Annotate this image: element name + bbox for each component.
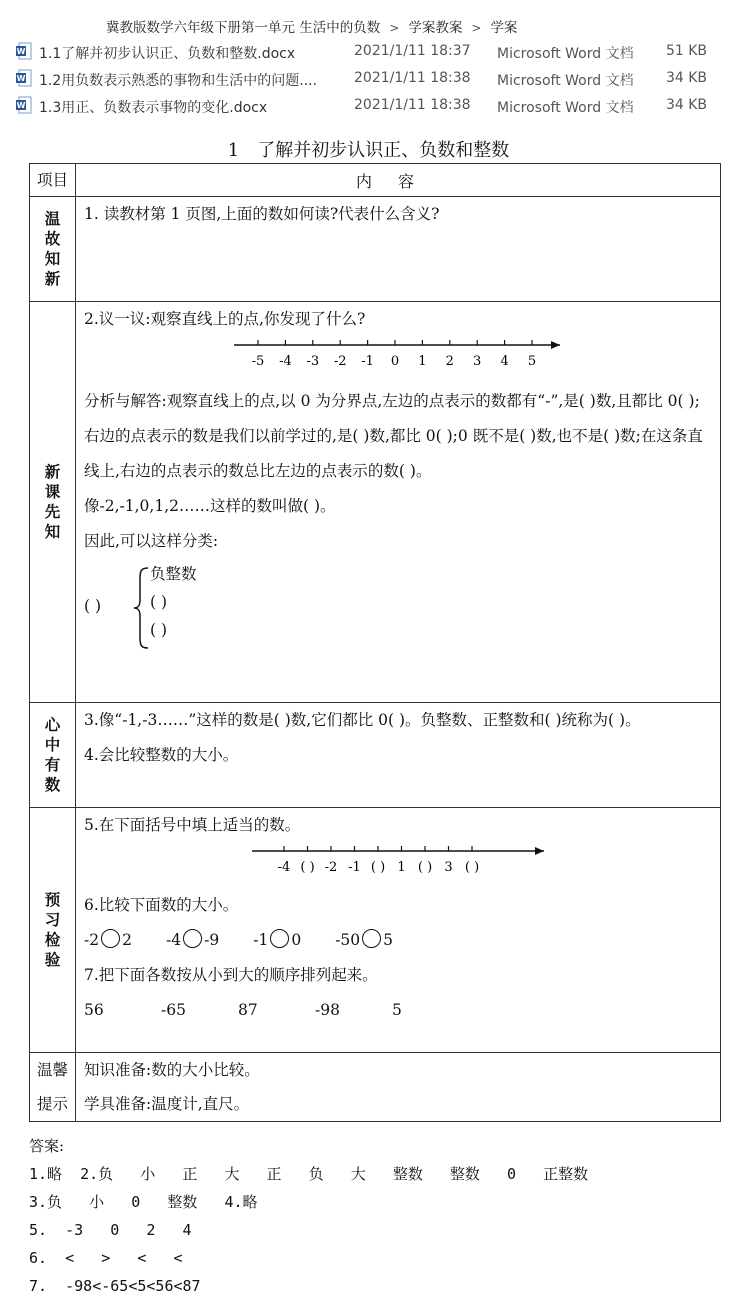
question-2: 2.议一议:观察直线上的点,你发现了什么?	[84, 310, 366, 328]
tip-knowledge: 知识准备:数的大小比较。	[84, 1061, 260, 1079]
word-doc-icon	[16, 96, 32, 114]
classify-root: ( )	[84, 597, 102, 615]
section-tips	[30, 1053, 721, 1122]
integer-definition: 像-2,-1,0,1,2……这样的数叫做( )。	[84, 497, 336, 515]
axis2-label: -2	[324, 860, 338, 875]
document-title	[0, 136, 737, 162]
file-type: Microsoft Word 文档	[497, 100, 634, 116]
file-size: 51 KB	[665, 43, 707, 59]
breadcrumb-item-study-plan[interactable]: 学案	[490, 20, 518, 36]
section-preview	[30, 808, 721, 1053]
chevron-right-icon: >	[471, 21, 482, 35]
svg-text:W: W	[16, 74, 26, 83]
axis-label: 3	[473, 354, 482, 369]
table-header-row	[30, 164, 721, 197]
word-doc-icon	[16, 42, 32, 60]
compare-item: -1 0	[253, 931, 302, 949]
question-5: 5.在下面括号中填上适当的数。	[84, 816, 301, 834]
section-new	[30, 302, 721, 703]
answer-line: 5. -3 0 2 4	[29, 1221, 192, 1239]
axis-label: 4	[500, 354, 509, 369]
tip-tools: 学具准备:温度计,直尺。	[84, 1095, 250, 1113]
axis-label: -5	[251, 354, 265, 369]
classify-intro: 因此,可以这样分类:	[84, 532, 219, 550]
axis-label: -4	[279, 354, 292, 369]
section-mind	[30, 703, 721, 808]
breadcrumb-item-lesson-plans[interactable]: 学案教案	[408, 20, 463, 36]
section-label: 温故知新	[30, 197, 76, 302]
section-label: 温馨提示	[30, 1053, 76, 1122]
section-content	[76, 302, 721, 703]
section-label: 新课先知	[30, 302, 76, 703]
axis2-label: -1	[348, 860, 361, 875]
file-name: 1.3用正、负数表示事物的变化.docx	[39, 100, 268, 116]
file-type: Microsoft Word 文档	[497, 46, 634, 62]
axis2-label: 3	[444, 860, 453, 875]
file-name: 1.1了解并初步认识正、负数和整数.docx	[39, 46, 296, 62]
classify-item: 负整数	[150, 565, 197, 583]
question-3: 3.像“-1,-3……”这样的数是( )数,它们都比 0( )。负整数、正整数和( )统称为( )。	[84, 711, 641, 729]
axis-label: 0	[390, 354, 400, 369]
axis2-label: 1	[397, 860, 406, 875]
file-row[interactable]	[0, 94, 737, 118]
axis2-label: ( )	[300, 860, 315, 875]
file-row[interactable]	[0, 40, 737, 64]
number-item: 5	[392, 1001, 402, 1019]
axis-label: 2	[445, 354, 454, 369]
axis-label: 5	[527, 354, 537, 369]
svg-text:W: W	[16, 101, 26, 110]
header-item: 项目	[30, 164, 76, 197]
answer-line: 3.负 小 0 整数 4.略	[29, 1193, 258, 1211]
section-content	[76, 197, 721, 302]
svg-text:W: W	[16, 47, 26, 56]
section-review	[30, 197, 721, 302]
classification-brace	[84, 563, 710, 653]
word-doc-icon	[16, 69, 32, 87]
answer-line: 6. < > < <	[29, 1249, 183, 1267]
file-size: 34 KB	[665, 70, 707, 86]
title-text: 了解并初步认识正、负数和整数	[257, 140, 510, 161]
question-1: 1. 读教材第 1 页图,上面的数如何读?代表什么含义?	[84, 205, 440, 223]
number-line	[84, 337, 644, 371]
chevron-right-icon: >	[389, 21, 400, 35]
compare-circle[interactable]	[101, 929, 120, 948]
breadcrumb	[106, 16, 517, 36]
axis-label: -3	[306, 354, 320, 369]
compare-item: -4 -9	[165, 931, 220, 949]
number-list	[84, 993, 710, 1028]
number-item: -65	[161, 1001, 186, 1019]
axis-label: -2	[333, 354, 347, 369]
compare-circle[interactable]	[270, 929, 289, 948]
number-line-fill	[84, 843, 644, 875]
file-row[interactable]	[0, 67, 737, 91]
header-content: 内容	[76, 164, 721, 197]
number-item: 87	[238, 1001, 258, 1019]
axis2-label: ( )	[464, 860, 480, 875]
file-type: Microsoft Word 文档	[497, 73, 634, 89]
answers-block	[29, 1132, 729, 1300]
compare-row	[84, 923, 710, 958]
lesson-table	[29, 163, 721, 1122]
section-label: 预习检验	[30, 808, 76, 1053]
file-size: 34 KB	[665, 97, 707, 113]
compare-item: -2 2	[84, 931, 132, 949]
compare-item: -50 5	[335, 931, 394, 949]
section-content	[76, 703, 721, 808]
number-item: -98	[315, 1001, 340, 1019]
axis2-label: -4	[277, 860, 291, 875]
analysis-paragraph: 分析与解答:观察直线上的点,以 0 为分界点,左边的点表示的数都有“-”,是( )数,且都比 0( );右边的点表示的数是我们以前学过的,是( )数,都比 0( );0 既不是( )数,也不是( )数;在这条直线上,右边的点表示的数总比左边的点表示的数( )。	[84, 392, 703, 480]
section-content	[76, 1053, 721, 1122]
file-date: 2021/1/11 18:38	[354, 97, 471, 113]
answer-line: 1.略 2.负 小 正 大 正 负 大 整数 整数 0 正整数	[29, 1165, 589, 1183]
axis-label: 1	[418, 354, 427, 369]
axis2-label: ( )	[417, 860, 433, 875]
arrow-right-icon	[535, 847, 544, 855]
question-7: 7.把下面各数按从小到大的顺序排列起来。	[84, 966, 378, 984]
compare-circle[interactable]	[362, 929, 381, 948]
answer-line: 7. -98<-65<5<56<87	[29, 1277, 201, 1295]
answers-title: 答案:	[29, 1137, 65, 1155]
file-name: 1.2用负数表示熟悉的事物和生活中的问题....	[39, 73, 318, 89]
arrow-right-icon	[551, 341, 560, 349]
title-number: 1	[227, 140, 240, 161]
axis-label: -1	[361, 354, 374, 369]
file-date: 2021/1/11 18:37	[354, 43, 471, 59]
file-date: 2021/1/11 18:38	[354, 70, 471, 86]
question-6: 6.比较下面数的大小。	[84, 896, 239, 914]
number-item: 56	[84, 1001, 104, 1019]
compare-circle[interactable]	[183, 929, 202, 948]
classify-item: ( )	[150, 593, 168, 611]
section-label: 心中有数	[30, 703, 76, 808]
axis2-label: ( )	[370, 860, 386, 875]
brace-icon	[132, 566, 150, 650]
file-explorer	[0, 0, 737, 126]
section-content	[76, 808, 721, 1053]
question-4: 4.会比较整数的大小。	[84, 746, 239, 764]
classify-item: ( )	[150, 621, 168, 639]
breadcrumb-item-folder[interactable]: 冀教版数学六年级下册第一单元 生活中的负数	[106, 20, 381, 36]
